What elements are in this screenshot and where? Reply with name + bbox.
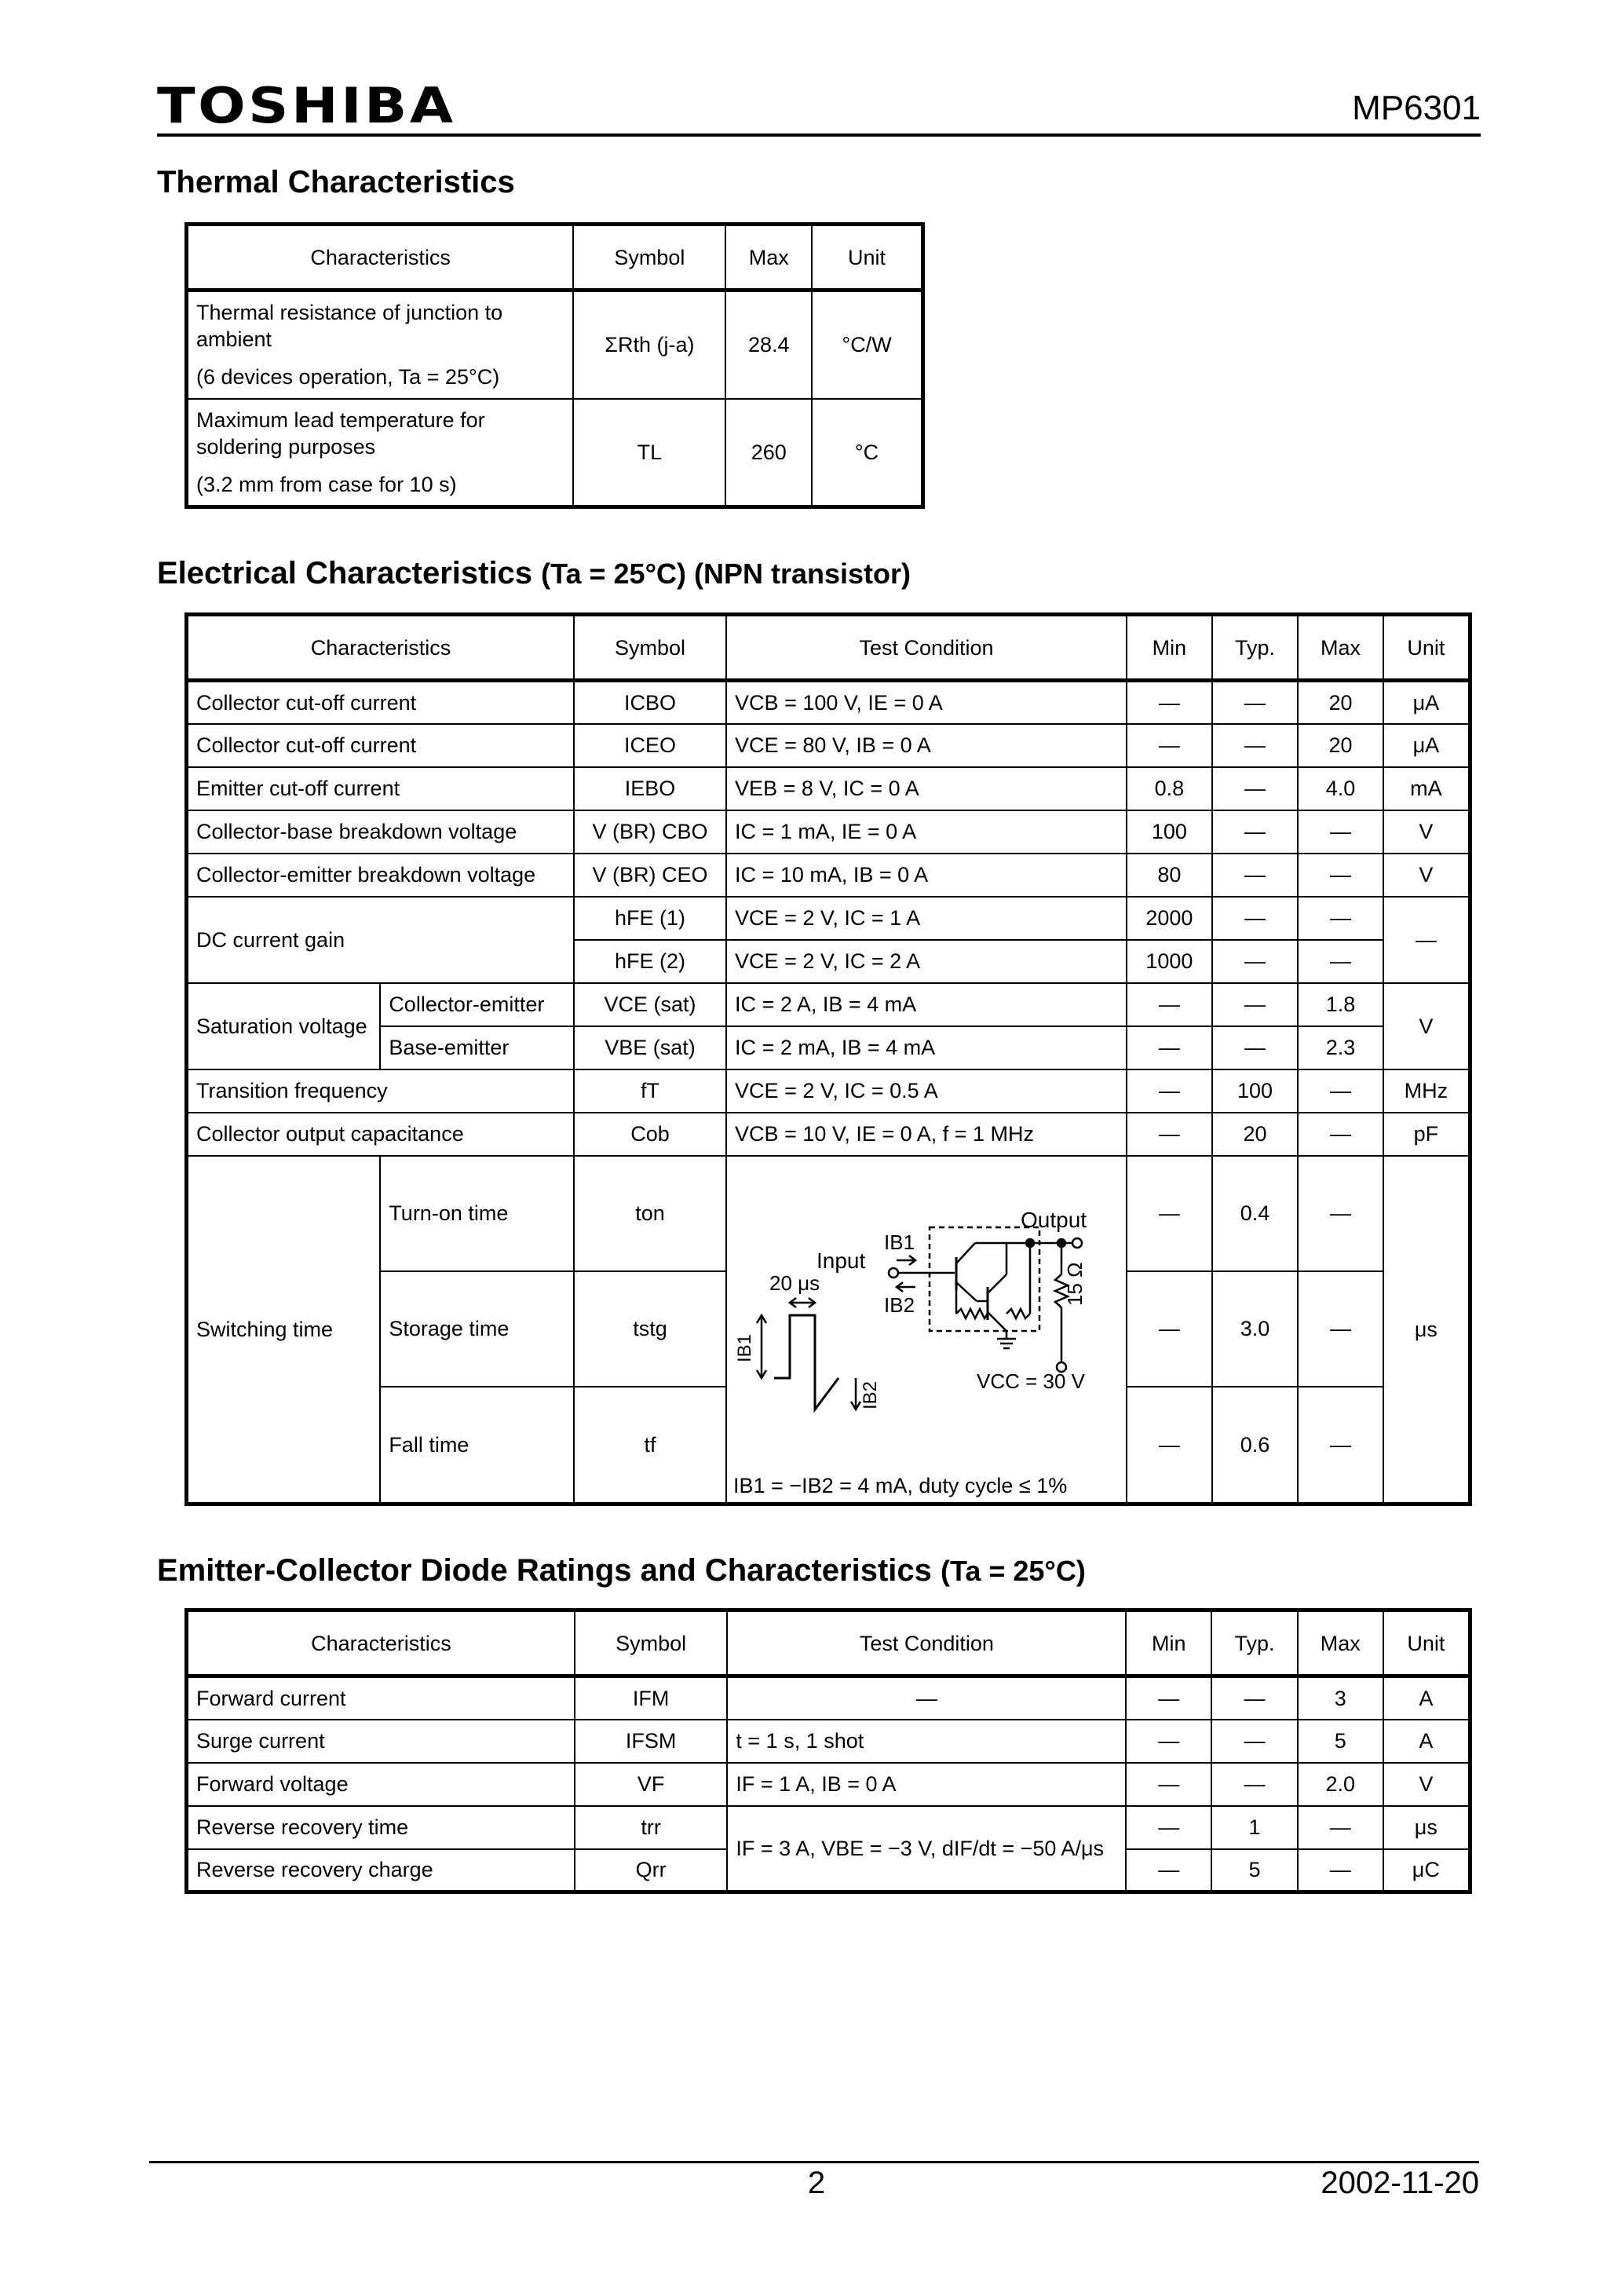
char-note: (3.2 mm from case for 10 s) bbox=[196, 472, 457, 496]
header-cell: Test Condition bbox=[727, 1610, 1126, 1676]
electrical-title bbox=[157, 554, 911, 593]
unit-cell: μA bbox=[1383, 681, 1470, 724]
char-cell: Collector cut-off current bbox=[187, 724, 575, 767]
condition-cell: — bbox=[727, 1676, 1126, 1720]
condition-cell: IC = 10 mA, IB = 0 A bbox=[726, 854, 1127, 897]
typ-cell: — bbox=[1212, 1026, 1299, 1069]
unit-cell: V bbox=[1383, 810, 1470, 854]
typ-cell: — bbox=[1211, 1720, 1298, 1763]
thermal-title: Thermal Characteristics bbox=[157, 165, 515, 199]
unit-cell: MHz bbox=[1383, 1069, 1470, 1113]
sub-char-cell: Fall time bbox=[380, 1387, 574, 1504]
char-cell: Collector-base breakdown voltage bbox=[187, 810, 575, 854]
max-cell: 2.0 bbox=[1298, 1763, 1383, 1806]
symbol-cell: IFSM bbox=[575, 1720, 728, 1763]
typ-cell: 100 bbox=[1212, 1069, 1299, 1113]
char-cell: Forward voltage bbox=[187, 1763, 575, 1806]
table-row bbox=[187, 399, 923, 507]
unit-cell: pF bbox=[1383, 1113, 1470, 1156]
header-cell: Symbol bbox=[575, 1610, 728, 1676]
condition-cell: IC = 1 mA, IE = 0 A bbox=[726, 810, 1127, 854]
min-cell: — bbox=[1127, 1271, 1212, 1387]
symbol-cell: ΣRth (j-a) bbox=[573, 291, 725, 399]
table-row bbox=[187, 1156, 1470, 1271]
transistor-q1-collector bbox=[956, 1243, 975, 1263]
brand-logo: TOSHIBA bbox=[157, 77, 456, 134]
typ-cell: 20 bbox=[1212, 1113, 1299, 1156]
max-cell: 5 bbox=[1298, 1720, 1383, 1763]
max-cell: 3 bbox=[1298, 1676, 1383, 1720]
unit-cell: °C bbox=[812, 399, 922, 507]
condition-cell: VCB = 10 V, IE = 0 A, f = 1 MHz bbox=[726, 1113, 1127, 1156]
char-cell: Collector output capacitance bbox=[187, 1113, 575, 1156]
header-cell: Max bbox=[725, 225, 812, 291]
condition-cell: IC = 2 mA, IB = 4 mA bbox=[726, 1026, 1127, 1069]
switching-test-circuit bbox=[727, 1157, 1124, 1502]
symbol-cell: Cob bbox=[574, 1113, 726, 1156]
sub-char-cell: Base-emitter bbox=[380, 1026, 574, 1069]
header-cell: Unit bbox=[812, 225, 922, 291]
typ-cell: — bbox=[1212, 681, 1299, 724]
min-cell: — bbox=[1126, 1763, 1211, 1806]
electrical-table bbox=[184, 612, 1472, 1506]
char-cell: DC current gain bbox=[187, 897, 575, 983]
unit-cell: A bbox=[1383, 1720, 1470, 1763]
diode-subtitle: (Ta = 25°C) bbox=[941, 1555, 1086, 1587]
thermal-table bbox=[184, 222, 925, 509]
table-row bbox=[187, 983, 1470, 1026]
symbol-cell: ICEO bbox=[574, 724, 726, 767]
condition-cell: t = 1 s, 1 shot bbox=[727, 1720, 1126, 1763]
header-cell: Symbol bbox=[574, 615, 726, 681]
page-number: 2 bbox=[807, 2166, 826, 2200]
circuit-ib1-label: IB1 bbox=[884, 1230, 915, 1254]
condition-cell: VCE = 80 V, IB = 0 A bbox=[726, 724, 1127, 767]
header-cell: Min bbox=[1127, 615, 1212, 681]
transistor-q2-emitter bbox=[988, 1312, 1006, 1331]
max-cell: — bbox=[1298, 1806, 1383, 1849]
min-cell: — bbox=[1127, 1069, 1212, 1113]
typ-cell: — bbox=[1212, 854, 1299, 897]
typ-cell: 1 bbox=[1211, 1806, 1298, 1849]
max-cell: 260 bbox=[725, 399, 812, 507]
condition-cell: VEB = 8 V, IC = 0 A bbox=[726, 767, 1127, 810]
diode-title-text: Emitter-Collector Diode Ratings and Characteristics bbox=[157, 1553, 932, 1588]
table-row bbox=[187, 1806, 1470, 1849]
unit-cell: °C/W bbox=[812, 291, 922, 399]
header-cell: Symbol bbox=[573, 225, 725, 291]
typ-cell: — bbox=[1212, 940, 1299, 983]
circuit-vcc-label: VCC = 30 V bbox=[977, 1369, 1086, 1393]
condition-cell: VCE = 2 V, IC = 1 A bbox=[726, 897, 1127, 940]
circuit-pulse-width-label: 20 μs bbox=[769, 1270, 820, 1295]
unit-cell: — bbox=[1383, 897, 1470, 983]
min-cell: 1000 bbox=[1127, 940, 1212, 983]
symbol-cell: VCE (sat) bbox=[574, 983, 726, 1026]
max-cell: — bbox=[1298, 1387, 1383, 1504]
symbol-cell: ton bbox=[574, 1156, 726, 1271]
table-header-row bbox=[187, 1610, 1470, 1676]
char-cell bbox=[187, 291, 574, 399]
min-cell: — bbox=[1127, 1156, 1212, 1271]
condition-cell: VCE = 2 V, IC = 2 A bbox=[726, 940, 1127, 983]
symbol-cell: ICBO bbox=[574, 681, 726, 724]
min-cell: 2000 bbox=[1127, 897, 1212, 940]
symbol-cell: VF bbox=[575, 1763, 728, 1806]
min-cell: — bbox=[1126, 1806, 1211, 1849]
condition-cell: IC = 2 A, IB = 4 mA bbox=[726, 983, 1127, 1026]
typ-cell: — bbox=[1211, 1676, 1298, 1720]
table-row bbox=[187, 1069, 1470, 1113]
sub-char-cell: Turn-on time bbox=[380, 1156, 574, 1271]
symbol-cell: tf bbox=[574, 1387, 726, 1504]
condition-cell: IF = 3 A, VBE = −3 V, dIF/dt = −50 A/μs bbox=[727, 1806, 1126, 1892]
char-cell: Reverse recovery charge bbox=[187, 1849, 575, 1892]
min-cell: — bbox=[1127, 681, 1212, 724]
unit-cell: V bbox=[1383, 1763, 1470, 1806]
max-cell: — bbox=[1298, 1113, 1383, 1156]
circuit-resistor-label: 15 Ω bbox=[1063, 1261, 1087, 1306]
min-cell: — bbox=[1127, 1113, 1212, 1156]
symbol-cell: fT bbox=[574, 1069, 726, 1113]
max-cell: — bbox=[1298, 1156, 1383, 1271]
typ-cell: 0.6 bbox=[1212, 1387, 1299, 1504]
char-cell: Transition frequency bbox=[187, 1069, 575, 1113]
table-row bbox=[187, 724, 1470, 767]
char-cell: Switching time bbox=[187, 1156, 381, 1504]
min-cell: — bbox=[1127, 983, 1212, 1026]
table-row bbox=[187, 1676, 1470, 1720]
header-cell: Test Condition bbox=[726, 615, 1127, 681]
typ-cell: — bbox=[1212, 897, 1299, 940]
symbol-cell: V (BR) CEO bbox=[574, 854, 726, 897]
unit-cell: A bbox=[1383, 1676, 1470, 1720]
min-cell: — bbox=[1126, 1720, 1211, 1763]
part-number: MP6301 bbox=[1352, 89, 1481, 127]
waveform-ib2-label: IB2 bbox=[860, 1380, 882, 1409]
char-cell: Saturation voltage bbox=[187, 983, 381, 1069]
table-row bbox=[187, 897, 1470, 940]
unit-cell: μA bbox=[1383, 724, 1470, 767]
symbol-cell: TL bbox=[573, 399, 725, 507]
test-circuit-cell bbox=[726, 1156, 1127, 1504]
max-cell: — bbox=[1298, 1849, 1383, 1892]
char-cell: Collector-emitter breakdown voltage bbox=[187, 854, 575, 897]
unit-cell: μs bbox=[1383, 1806, 1470, 1849]
max-cell: 28.4 bbox=[725, 291, 812, 399]
input-pulse-waveform bbox=[774, 1315, 815, 1378]
table-row bbox=[187, 810, 1470, 854]
table-row bbox=[187, 854, 1470, 897]
transistor-q1-emitter bbox=[956, 1282, 977, 1301]
input-terminal bbox=[889, 1268, 898, 1278]
sub-char-cell: Collector-emitter bbox=[380, 983, 574, 1026]
circuit-condition-text: IB1 = −IB2 = 4 mA, duty cycle ≤ 1% bbox=[733, 1473, 1068, 1497]
header-cell: Min bbox=[1126, 1610, 1211, 1676]
unit-cell: V bbox=[1383, 983, 1470, 1069]
max-cell: 4.0 bbox=[1298, 767, 1383, 810]
min-cell: — bbox=[1127, 1387, 1212, 1504]
header-cell: Characteristics bbox=[187, 1610, 575, 1676]
char-cell: Collector cut-off current bbox=[187, 681, 575, 724]
max-cell: — bbox=[1298, 1069, 1383, 1113]
max-cell: — bbox=[1298, 897, 1383, 940]
max-cell: — bbox=[1298, 940, 1383, 983]
max-cell: 20 bbox=[1298, 724, 1383, 767]
typ-cell: — bbox=[1212, 810, 1299, 854]
unit-cell: μs bbox=[1383, 1156, 1470, 1504]
circuit-input-label: Input bbox=[816, 1248, 866, 1273]
table-row bbox=[187, 1113, 1470, 1156]
base-resistor bbox=[956, 1309, 988, 1318]
table-header-row bbox=[187, 225, 923, 291]
max-cell: — bbox=[1298, 1271, 1383, 1387]
typ-cell: 5 bbox=[1211, 1849, 1298, 1892]
table-row bbox=[187, 291, 923, 399]
min-cell: — bbox=[1127, 1026, 1212, 1069]
header-cell: Characteristics bbox=[187, 225, 574, 291]
symbol-cell: Qrr bbox=[575, 1849, 728, 1892]
char-cell: Emitter cut-off current bbox=[187, 767, 575, 810]
header-cell: Unit bbox=[1383, 1610, 1470, 1676]
emitter-resistor bbox=[1006, 1309, 1030, 1318]
min-cell: — bbox=[1126, 1676, 1211, 1720]
max-cell: 20 bbox=[1298, 681, 1383, 724]
electrical-subtitle: (Ta = 25°C) (NPN transistor) bbox=[541, 558, 911, 590]
condition-cell: VCE = 2 V, IC = 0.5 A bbox=[726, 1069, 1127, 1113]
symbol-cell: VBE (sat) bbox=[574, 1026, 726, 1069]
char-text: Maximum lead temperature for soldering purposes bbox=[196, 408, 485, 459]
unit-cell: μC bbox=[1383, 1849, 1470, 1892]
typ-cell: 3.0 bbox=[1212, 1271, 1299, 1387]
sub-char-cell: Storage time bbox=[380, 1271, 574, 1387]
diode-table bbox=[184, 1608, 1472, 1894]
header-cell: Typ. bbox=[1211, 1610, 1298, 1676]
char-cell: Surge current bbox=[187, 1720, 575, 1763]
header-cell: Typ. bbox=[1212, 615, 1299, 681]
char-note: (6 devices operation, Ta = 25°C) bbox=[196, 365, 500, 389]
min-cell: — bbox=[1127, 724, 1212, 767]
output-terminal bbox=[1072, 1238, 1082, 1248]
symbol-cell: hFE (1) bbox=[574, 897, 726, 940]
diode-title bbox=[157, 1552, 1086, 1590]
page-header bbox=[157, 79, 1481, 137]
char-cell: Forward current bbox=[187, 1676, 575, 1720]
condition-cell: IF = 1 A, IB = 0 A bbox=[727, 1763, 1126, 1806]
unit-cell: V bbox=[1383, 854, 1470, 897]
table-header-row bbox=[187, 615, 1470, 681]
table-row bbox=[187, 767, 1470, 810]
char-cell: Reverse recovery time bbox=[187, 1806, 575, 1849]
circuit-output-label: Output bbox=[1021, 1207, 1087, 1232]
min-cell: 100 bbox=[1127, 810, 1212, 854]
min-cell: — bbox=[1126, 1849, 1211, 1892]
header-cell: Characteristics bbox=[187, 615, 575, 681]
unit-cell: mA bbox=[1383, 767, 1470, 810]
symbol-cell: trr bbox=[575, 1806, 728, 1849]
char-text: Thermal resistance of junction to ambient bbox=[196, 301, 503, 352]
footer-divider bbox=[149, 2161, 1479, 2163]
header-cell: Max bbox=[1298, 615, 1383, 681]
typ-cell: — bbox=[1212, 767, 1299, 810]
table-row bbox=[187, 1720, 1470, 1763]
max-cell: — bbox=[1298, 810, 1383, 854]
typ-cell: — bbox=[1211, 1763, 1298, 1806]
typ-cell: — bbox=[1212, 983, 1299, 1026]
symbol-cell: IEBO bbox=[574, 767, 726, 810]
symbol-cell: V (BR) CBO bbox=[574, 810, 726, 854]
table-row bbox=[187, 1763, 1470, 1806]
symbol-cell: hFE (2) bbox=[574, 940, 726, 983]
max-cell: 1.8 bbox=[1298, 983, 1383, 1026]
symbol-cell: tstg bbox=[574, 1271, 726, 1387]
condition-cell: VCB = 100 V, IE = 0 A bbox=[726, 681, 1127, 724]
char-cell bbox=[187, 399, 574, 507]
transistor-q2-collector bbox=[988, 1274, 1006, 1293]
typ-cell: — bbox=[1212, 724, 1299, 767]
max-cell: — bbox=[1298, 854, 1383, 897]
min-cell: 80 bbox=[1127, 854, 1212, 897]
max-cell: 2.3 bbox=[1298, 1026, 1383, 1069]
header-cell: Max bbox=[1298, 1610, 1383, 1676]
electrical-title-text: Electrical Characteristics bbox=[157, 556, 533, 590]
typ-cell: 0.4 bbox=[1212, 1156, 1299, 1271]
waveform-ib1-label: IB1 bbox=[734, 1333, 756, 1362]
document-date: 2002-11-20 bbox=[1321, 2166, 1479, 2200]
circuit-ib2-label: IB2 bbox=[884, 1292, 915, 1317]
symbol-cell: IFM bbox=[575, 1676, 728, 1720]
table-row bbox=[187, 681, 1470, 724]
header-cell: Unit bbox=[1383, 615, 1470, 681]
min-cell: 0.8 bbox=[1127, 767, 1212, 810]
